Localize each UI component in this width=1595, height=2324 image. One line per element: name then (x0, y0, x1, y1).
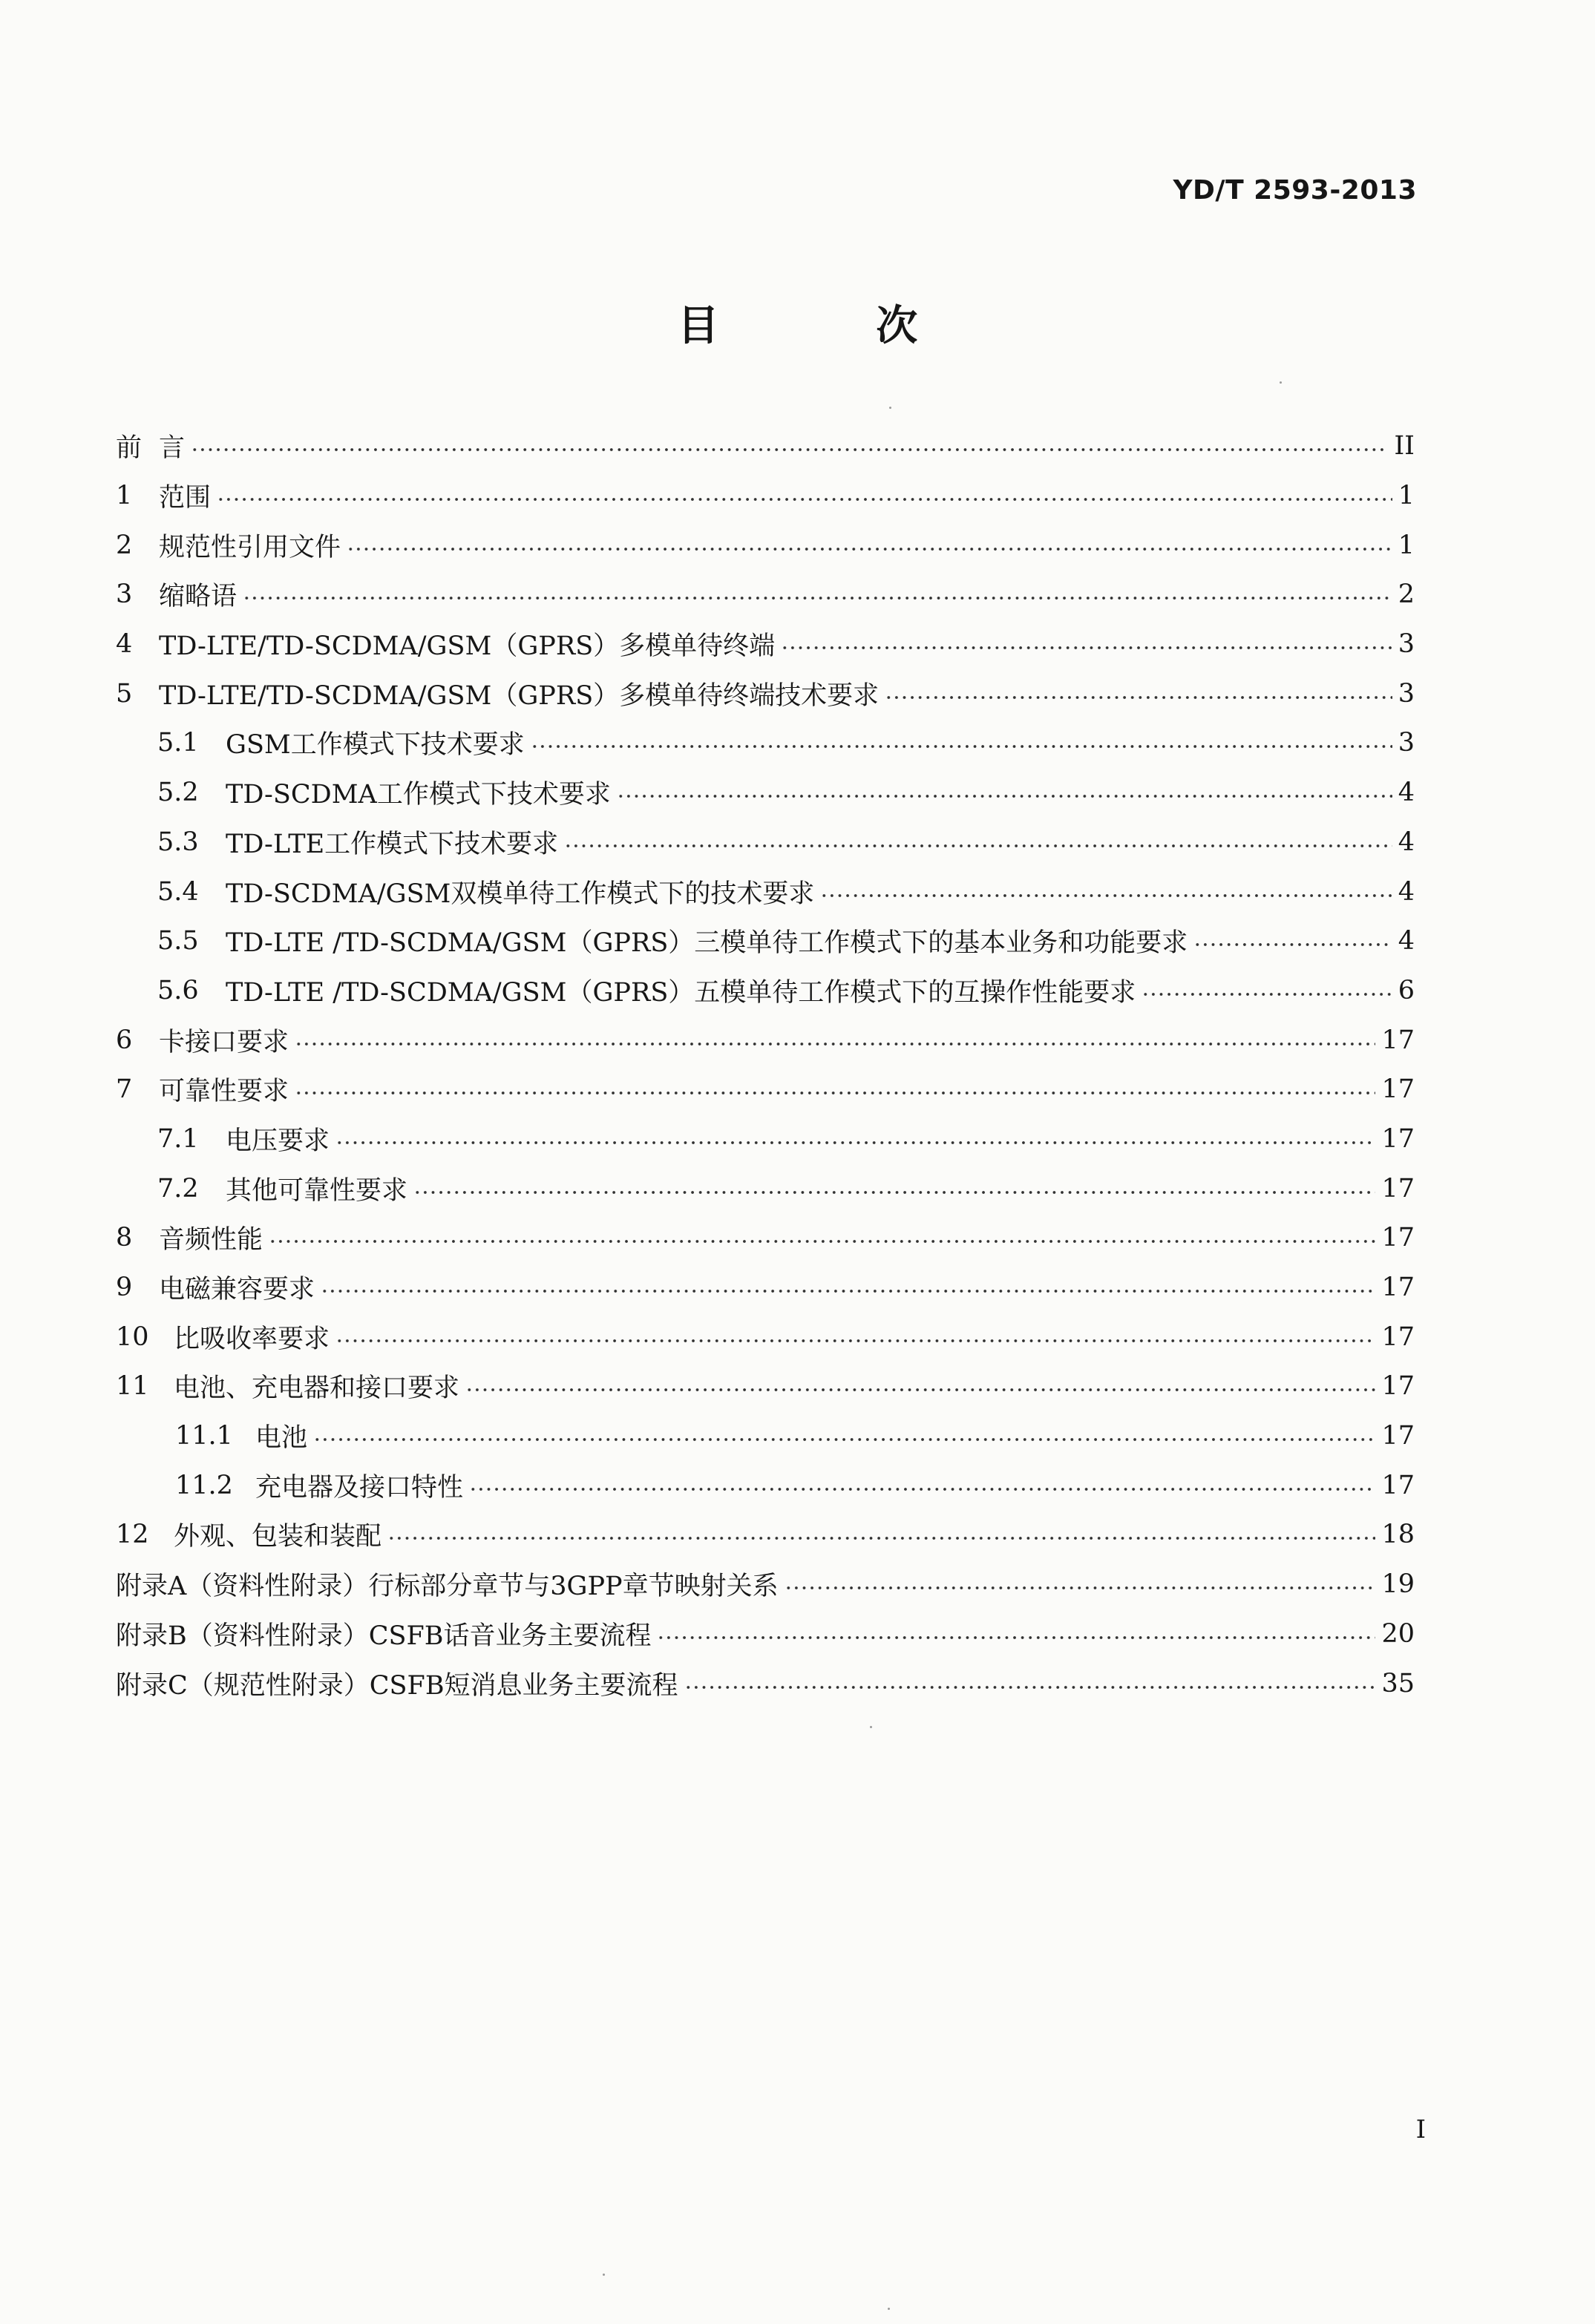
toc-entry[interactable] (116, 570, 1415, 620)
toc-entry-number: 12 (116, 1520, 149, 1550)
toc-entry-title: 规范性引用文件 (159, 532, 341, 562)
toc-entry[interactable] (116, 1560, 1415, 1609)
toc-entry[interactable] (116, 1115, 1415, 1164)
page-number: I (1415, 2115, 1426, 2144)
toc-entry[interactable] (116, 471, 1415, 521)
toc-entry-page: II (1394, 431, 1415, 462)
toc-entry-page: 1 (1398, 481, 1415, 511)
toc-entry-title: 电池、充电器和接口要求 (174, 1373, 460, 1404)
toc-entry-title: 电压要求 (226, 1126, 330, 1156)
dot-leader (243, 595, 1392, 601)
toc-entry[interactable] (116, 718, 1415, 768)
dot-leader (1142, 991, 1392, 997)
toc-entry-number: 9 (116, 1273, 133, 1303)
toc-entry[interactable] (116, 1411, 1415, 1461)
toc-entry-number: 6 (116, 1025, 133, 1055)
toc-entry[interactable] (116, 421, 1415, 471)
dot-leader (347, 546, 1392, 552)
toc-entry-number: 3 (116, 580, 133, 610)
dot-leader (820, 893, 1392, 899)
toc-entry-title: TD-LTE /TD-SCDMA/GSM（GPRS）五模单待工作模式下的互操作性能要求 (226, 977, 1136, 1008)
toc-entry-title: GSM工作模式下技术要求 (226, 730, 525, 761)
toc-entry[interactable] (116, 669, 1415, 718)
dot-leader (564, 843, 1392, 849)
toc-entry[interactable] (116, 818, 1415, 867)
toc-entry-page: 17 (1381, 1371, 1415, 1402)
dot-leader (335, 1338, 1375, 1344)
toc-entry[interactable] (116, 1609, 1415, 1659)
toc-entry-page: 17 (1381, 1322, 1415, 1352)
toc-entry-page: 3 (1398, 728, 1415, 758)
scan-speck (888, 2308, 890, 2310)
dot-leader (321, 1288, 1375, 1294)
toc-entry-page: 17 (1381, 1173, 1415, 1204)
dot-leader (217, 496, 1392, 502)
toc-entry-number: 5.3 (157, 827, 199, 857)
toc-entry-page: 17 (1381, 1470, 1415, 1500)
dot-leader (295, 1041, 1375, 1047)
dot-leader (387, 1535, 1375, 1541)
toc-entry-title: TD-LTE工作模式下技术要求 (226, 829, 559, 859)
toc-entry-page: 3 (1398, 678, 1415, 709)
toc-entry-title: 范围 (159, 483, 212, 513)
dot-leader (313, 1437, 1375, 1442)
toc-entry-number: 11 (116, 1371, 149, 1402)
toc-entry-number: 1 (116, 481, 133, 511)
toc-entry-title: 电池 (255, 1423, 308, 1454)
toc-entry-page: 17 (1381, 1273, 1415, 1303)
dot-leader (191, 447, 1388, 453)
toc-entry-title: 电磁兼容要求 (159, 1275, 315, 1305)
toc-entry[interactable] (116, 768, 1415, 818)
toc-entry-title: 卡接口要求 (159, 1027, 289, 1057)
toc-entry-number: 7.1 (157, 1123, 199, 1154)
toc-entry-title: TD-LTE /TD-SCDMA/GSM（GPRS）三模单待工作模式下的基本业务和功能要求 (226, 928, 1188, 959)
toc-entry-title: 音频性能 (159, 1225, 263, 1255)
toc-entry[interactable] (116, 867, 1415, 916)
dot-leader (465, 1387, 1375, 1393)
dot-leader (617, 793, 1392, 799)
dot-leader (469, 1486, 1375, 1492)
toc-entry[interactable] (116, 1460, 1415, 1510)
toc-entry[interactable] (116, 1163, 1415, 1213)
toc-entry-title: 附录C（规范性附录）CSFB短消息业务主要流程 (116, 1670, 678, 1701)
toc-entry-title: 附录B（资料性附录）CSFB话音业务主要流程 (116, 1621, 652, 1651)
toc-entry[interactable] (116, 620, 1415, 669)
toc-entry[interactable] (116, 1015, 1415, 1065)
toc-entry-page: 1 (1398, 530, 1415, 560)
scan-speck (1280, 381, 1282, 384)
toc-entry[interactable] (116, 1065, 1415, 1115)
toc-entry-page: 17 (1381, 1421, 1415, 1451)
toc-entry-title: 附录A（资料性附录）行标部分章节与3GPP章节映射关系 (116, 1572, 779, 1602)
toc-entry[interactable] (116, 1658, 1415, 1708)
toc-entry-title: TD-LTE/TD-SCDMA/GSM（GPRS）多模单待终端技术要求 (159, 680, 880, 711)
toc-entry-number: 7 (116, 1074, 133, 1105)
toc-entry[interactable] (116, 1213, 1415, 1263)
toc-entry-page: 20 (1381, 1618, 1415, 1649)
toc-entry-number: 8 (116, 1223, 133, 1253)
dot-leader (657, 1635, 1375, 1641)
toc-entry[interactable] (116, 966, 1415, 1016)
toc-entry-page: 19 (1381, 1569, 1415, 1600)
toc-entry[interactable] (116, 1510, 1415, 1560)
toc-entry-number: 10 (116, 1322, 149, 1352)
toc-entry[interactable] (116, 1263, 1415, 1313)
toc-entry-page: 4 (1398, 926, 1415, 956)
toc-list (116, 421, 1415, 1708)
dot-leader (785, 1585, 1376, 1591)
toc-entry[interactable] (116, 1312, 1415, 1362)
toc-entry[interactable] (116, 520, 1415, 570)
dot-leader (684, 1684, 1376, 1690)
dot-leader (269, 1238, 1375, 1244)
toc-entry-number: 5.6 (157, 975, 199, 1005)
toc-entry-title: TD-SCDMA工作模式下技术要求 (226, 780, 611, 810)
toc-entry-page: 35 (1381, 1668, 1415, 1698)
dot-leader (885, 695, 1392, 700)
toc-entry-page: 17 (1381, 1123, 1415, 1154)
toc-entry-title: 外观、包装和装配 (174, 1522, 382, 1552)
toc-entry-title: TD-LTE/TD-SCDMA/GSM（GPRS）多模单待终端 (159, 631, 776, 662)
dot-leader (335, 1140, 1375, 1146)
scan-speck (889, 407, 891, 409)
scan-speck (870, 1726, 872, 1728)
toc-entry-title: TD-SCDMA/GSM双模单待工作模式下的技术要求 (226, 879, 815, 909)
dot-leader (295, 1090, 1375, 1096)
toc-entry-number: 5.2 (157, 778, 199, 808)
toc-entry-number: 5.5 (157, 926, 199, 956)
toc-entry-page: 6 (1398, 975, 1415, 1005)
toc-entry-page: 18 (1381, 1520, 1415, 1550)
scan-speck (603, 2274, 605, 2276)
toc-entry[interactable] (116, 916, 1415, 966)
toc-entry-number: 11.2 (175, 1470, 233, 1500)
toc-entry-page: 17 (1381, 1074, 1415, 1105)
dot-leader (531, 744, 1392, 749)
toc-entry-page: 4 (1398, 778, 1415, 808)
toc-entry-title: 比吸收率要求 (174, 1324, 330, 1354)
toc-entry-page: 4 (1398, 876, 1415, 907)
toc-entry[interactable] (116, 1362, 1415, 1411)
toc-entry-title: 充电器及接口特性 (255, 1472, 464, 1503)
dot-leader (1193, 942, 1392, 948)
toc-entry-page: 17 (1381, 1025, 1415, 1055)
toc-title: 目 次 (677, 302, 989, 350)
toc-entry-number: 5.1 (157, 728, 199, 758)
standard-code: YD/T 2593-2013 (1173, 175, 1417, 206)
toc-entry-number: 11.1 (175, 1421, 233, 1451)
toc-entry-number: 5.4 (157, 876, 199, 907)
toc-entry-number: 7.2 (157, 1173, 199, 1204)
toc-entry-number: 5 (116, 678, 133, 709)
dot-leader (781, 645, 1392, 651)
toc-entry-number: 2 (116, 530, 133, 560)
toc-entry-title: 言 (159, 433, 186, 464)
toc-entry-title: 可靠性要求 (159, 1077, 289, 1107)
toc-entry-page: 3 (1398, 629, 1415, 660)
dot-leader (413, 1189, 1375, 1195)
toc-entry-page: 2 (1398, 580, 1415, 610)
toc-entry-title: 其他可靠性要求 (226, 1175, 408, 1206)
toc-entry-page: 4 (1398, 827, 1415, 857)
toc-entry-number: 4 (116, 629, 133, 660)
toc-entry-number: 前 (116, 433, 143, 464)
toc-entry-title: 缩略语 (159, 582, 238, 612)
toc-entry-page: 17 (1381, 1223, 1415, 1253)
